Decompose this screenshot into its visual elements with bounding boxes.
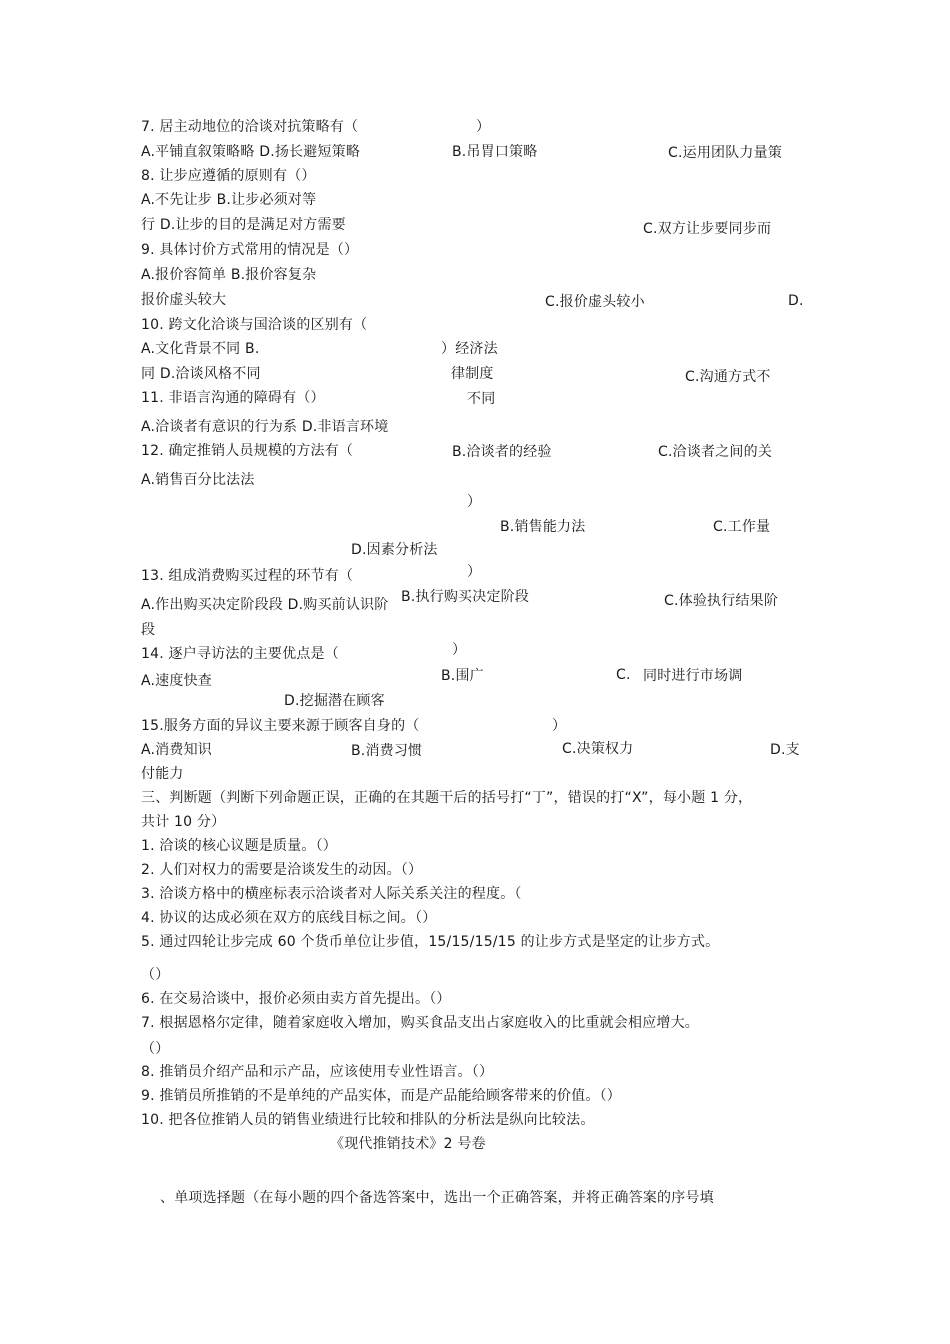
tf-item-1: 1. 洽谈的核心议题是质量。（）	[141, 838, 338, 854]
q7-stem: 7. 居主动地位的洽谈对抗策略有（	[141, 119, 359, 135]
tf-item-8: 8. 推销员介绍产品和示产品，应该使用专业性语言。（）	[141, 1064, 494, 1080]
q14-option-a: A.速度快查	[141, 673, 212, 689]
q14-bracket-close: ）	[452, 642, 467, 658]
tf-item-7-bracket: （）	[141, 1041, 170, 1057]
q12-option-c: C.工作量	[713, 519, 771, 535]
q15-option-a: A.消费知识	[141, 742, 212, 758]
q15-option-c: C.决策权力	[562, 741, 634, 757]
q7-option-c: C.运用团队力量策	[668, 145, 783, 161]
section3-heading: 三、判断题（判断下列命题正误，正确的在其题干后的括号打“丁”，错误的打“X”，每小题 1 分，	[141, 790, 753, 806]
q8-option-c: C.双方让步要同步而	[643, 221, 772, 237]
q15-option-d: D.支	[770, 742, 800, 758]
q10-stem: 10. 跨文化洽谈与国洽谈的区别有（	[141, 317, 368, 333]
q10-economic-law: ）经济法	[441, 341, 498, 357]
q11-option-b: B.洽谈者的经验	[452, 444, 552, 460]
tf-item-7: 7. 根据恩格尔定律，随着家庭收入增加，购买食品支出占家庭收入的比重就会相应增大。	[141, 1015, 700, 1031]
q13-bracket-close: ）	[467, 564, 482, 580]
q12-option-d: D.因素分析法	[351, 542, 438, 558]
q9-options-a-b: A.报价容简单 B.报价容复杂	[141, 267, 317, 283]
q7-option-b: B.吊胃口策略	[452, 144, 538, 160]
q9-option-d: D.	[788, 293, 804, 309]
tf-item-6: 6. 在交易洽谈中，报价必须由卖方首先提出。（）	[141, 991, 451, 1007]
q14-stem: 14. 逐户寻访法的主要优点是（	[141, 646, 339, 662]
section1-heading: 、单项选择题（在每小题的四个备选答案中，选出一个正确答案，并将正确答案的序号填	[160, 1190, 714, 1206]
section3-heading-cont: 共计 10 分）	[141, 814, 226, 830]
q10-legal-system: 律制度	[451, 366, 494, 382]
q12-option-a: A.销售百分比法法	[141, 472, 255, 488]
q7-bracket-close: ）	[476, 119, 491, 135]
q10-option-d: 同 D.洽谈风格不同	[141, 366, 261, 382]
tf-item-10: 10. 把各位推销人员的销售业绩进行比较和排队的分析法是纵向比较法。	[141, 1112, 595, 1128]
q13-option-d-cont: 段	[141, 622, 156, 638]
q8-options-a-b: A.不先让步 B.让步必须对等	[141, 192, 317, 208]
q12-option-b: B.销售能力法	[500, 519, 586, 535]
tf-item-2: 2. 人们对权力的需要是洽谈发生的动因。（）	[141, 862, 423, 878]
q12-stem: 12. 确定推销人员规模的方法有（	[141, 443, 354, 459]
tf-item-9: 9. 推销员所推销的不是单纯的产品实体，而是产品能给顾客带来的价值。（）	[141, 1088, 622, 1104]
q14-option-b: B.围广	[441, 668, 484, 684]
q14-option-c: 同时进行市场调	[643, 668, 743, 684]
q13-option-b: B.执行购买决定阶段	[401, 589, 530, 605]
q11-options-a-d: A.洽谈者有意识的行为系 D.非语言环境	[141, 419, 389, 435]
q11-stem: 11. 非语言沟通的障碍有（）	[141, 390, 325, 406]
q10-options-a-b: A.文化背景不同 B.	[141, 341, 260, 357]
q14-option-c-label: C.	[616, 667, 631, 683]
q13-options-a-d: A.作出购买决定阶段段 D.购买前认识阶	[141, 597, 389, 613]
q7-options-a-d: A.平铺直叙策略略 D.扬长避短策略	[141, 144, 361, 160]
tf-item-5: 5. 通过四轮让步完成 60 个货币单位让步值，15/15/15/15 的让步方式是坚定的让步方式。	[141, 934, 720, 950]
q15-stem: 15.服务方面的异议主要来源于顾客自身的（	[141, 718, 420, 734]
q13-stem: 13. 组成消费购买过程的环节有（	[141, 568, 354, 584]
q9-option-c: C.报价虚头较小	[545, 294, 645, 310]
q9-stem: 9. 具体讨价方式常用的情况是（）	[141, 242, 359, 258]
q10-different: 不同	[467, 391, 496, 407]
q15-option-d-cont: 付能力	[141, 766, 184, 782]
q15-bracket-close: ）	[552, 718, 567, 734]
q8-option-d: 行 D.让步的目的是满足对方需要	[141, 217, 346, 233]
paper-title: 《现代推销技术》2 号卷	[330, 1136, 486, 1152]
tf-item-3: 3. 洽谈方格中的横座标表示洽谈者对人际关系关注的程度。（	[141, 886, 522, 902]
q10-option-c: C.沟通方式不	[685, 369, 771, 385]
q14-option-d: D.挖掘潜在顾客	[284, 693, 385, 709]
q13-option-c: C.体验执行结果阶	[664, 593, 779, 609]
q12-bracket-close: ）	[467, 494, 482, 510]
q8-stem: 8. 让步应遵循的原则有（）	[141, 168, 316, 184]
q11-option-c: C.洽谈者之间的关	[658, 444, 773, 460]
tf-item-5-bracket: （）	[141, 967, 170, 983]
tf-item-4: 4. 协议的达成必须在双方的底线目标之间。（）	[141, 910, 437, 926]
q15-option-b: B.消费习惯	[351, 743, 423, 759]
q9-option-b-cont: 报价虚头较大	[141, 292, 227, 308]
